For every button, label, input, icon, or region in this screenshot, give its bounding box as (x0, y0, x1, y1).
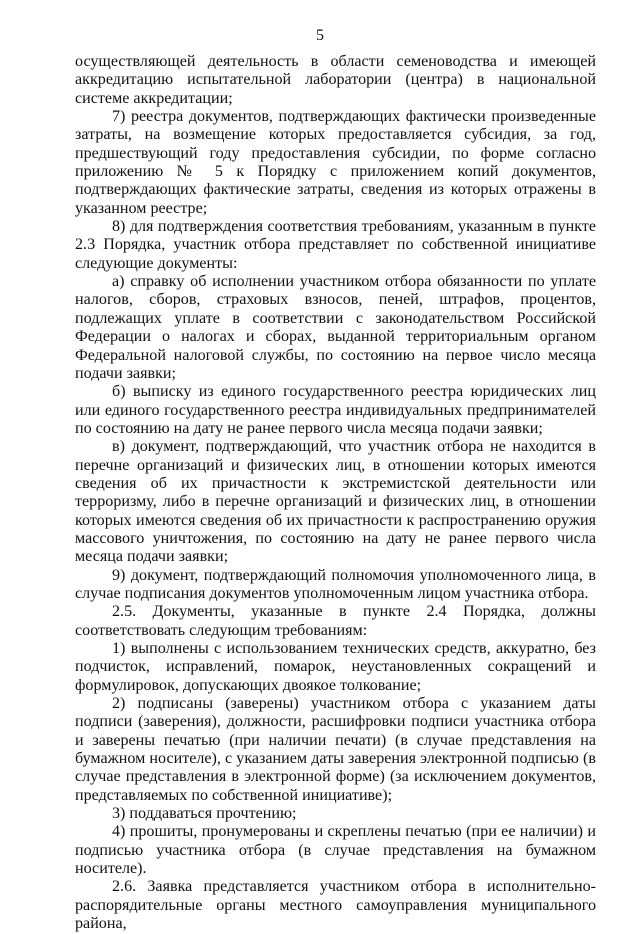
page-number: 5 (316, 27, 324, 44)
paragraph-item-7: 7) реестра документов, подтверждающих фактически произведенные затраты, на возмещение которых предоставляется субсидия, за год, предшествующий году предоставления субсидии, по форме согласно приложению № 5 к Порядку с приложением копий документов, подтверждающих фактические затраты, сведения из которых отражены в указанном реестре; (75, 108, 596, 217)
paragraph-requirement-2: 2) подписаны (заверены) участником отбора с указанием даты подписи (заверения), должности, расшифровки подписи участника отбора и заверены печатью (при наличии печати) (в случае представления на бумажном носителе), с указанием даты заверения электронной подписью (в случае представления в электронной форме) (за исключением документов, представляемых по собственной инициативе); (75, 695, 596, 804)
document-body (75, 53, 596, 934)
paragraph-section-2-5: 2.5. Документы, указанные в пункте 2.4 Порядка, должны соответствовать следующим требованиям: (75, 603, 596, 639)
paragraph-requirement-3: 3) поддаваться прочтению; (112, 805, 297, 823)
paragraph-requirement-4: 4) прошиты, пронумерованы и скреплены печатью (при ее наличии) и подписью участника отбора (в случае представления на бумажном носителе). (75, 823, 596, 878)
paragraph-section-2-6: 2.6. Заявка представляется участником отбора в исполнительно-распорядительные органы местного самоуправления муниципального района, (75, 878, 596, 933)
paragraph-continuation: осуществляющей деятельность в области семеноводства и имеющей аккредитацию испытательной лаборатории (центра) в национальной системе аккредитации; (75, 53, 596, 107)
paragraph-subitem-b: б) выписку из единого государственного реестра юридических лиц или единого государственного реестра индивидуальных предпринимателей по состоянию на дату не ранее первого числа месяца подачи заявки; (75, 383, 596, 437)
paragraph-requirement-1: 1) выполнены с использованием технических средств, аккуратно, без подчисток, исправлений, помарок, неустановленных сокращений и формулировок, допускающих двоякое толкование; (75, 640, 596, 694)
paragraph-item-9: 9) документ, подтверждающий полномочия уполномоченного лица, в случае подписания документов уполномоченным лицом участника отбора. (75, 566, 596, 602)
paragraph-item-8: 8) для подтверждения соответствия требованиям, указанным в пункте 2.3 Порядка, участник отбора представляет по собственной инициативе следующие документы: (75, 218, 596, 272)
paragraph-subitem-v: в) документ, подтверждающий, что участник отбора не находится в перечне организаций и физических лиц, в отношении которых имеются сведения об их причастности к экстремистской деятельности или терроризму, либо в перечне организаций и физических лиц, в отношении которых имеются сведения об их причастности к распространению оружия массового уничтожения, по состоянию на дату не ранее первого числа месяца подачи заявки; (75, 438, 596, 566)
paragraph-subitem-a: а) справку об исполнении участником отбора обязанности по уплате налогов, сборов, страховых взносов, пеней, штрафов, процентов, подлежащих уплате в соответствии с законодательством Российской Федерации о налогах и сборах, выданной территориальным органом Федеральной налоговой службы, по состоянию на первое число месяца подачи заявки; (75, 273, 596, 382)
